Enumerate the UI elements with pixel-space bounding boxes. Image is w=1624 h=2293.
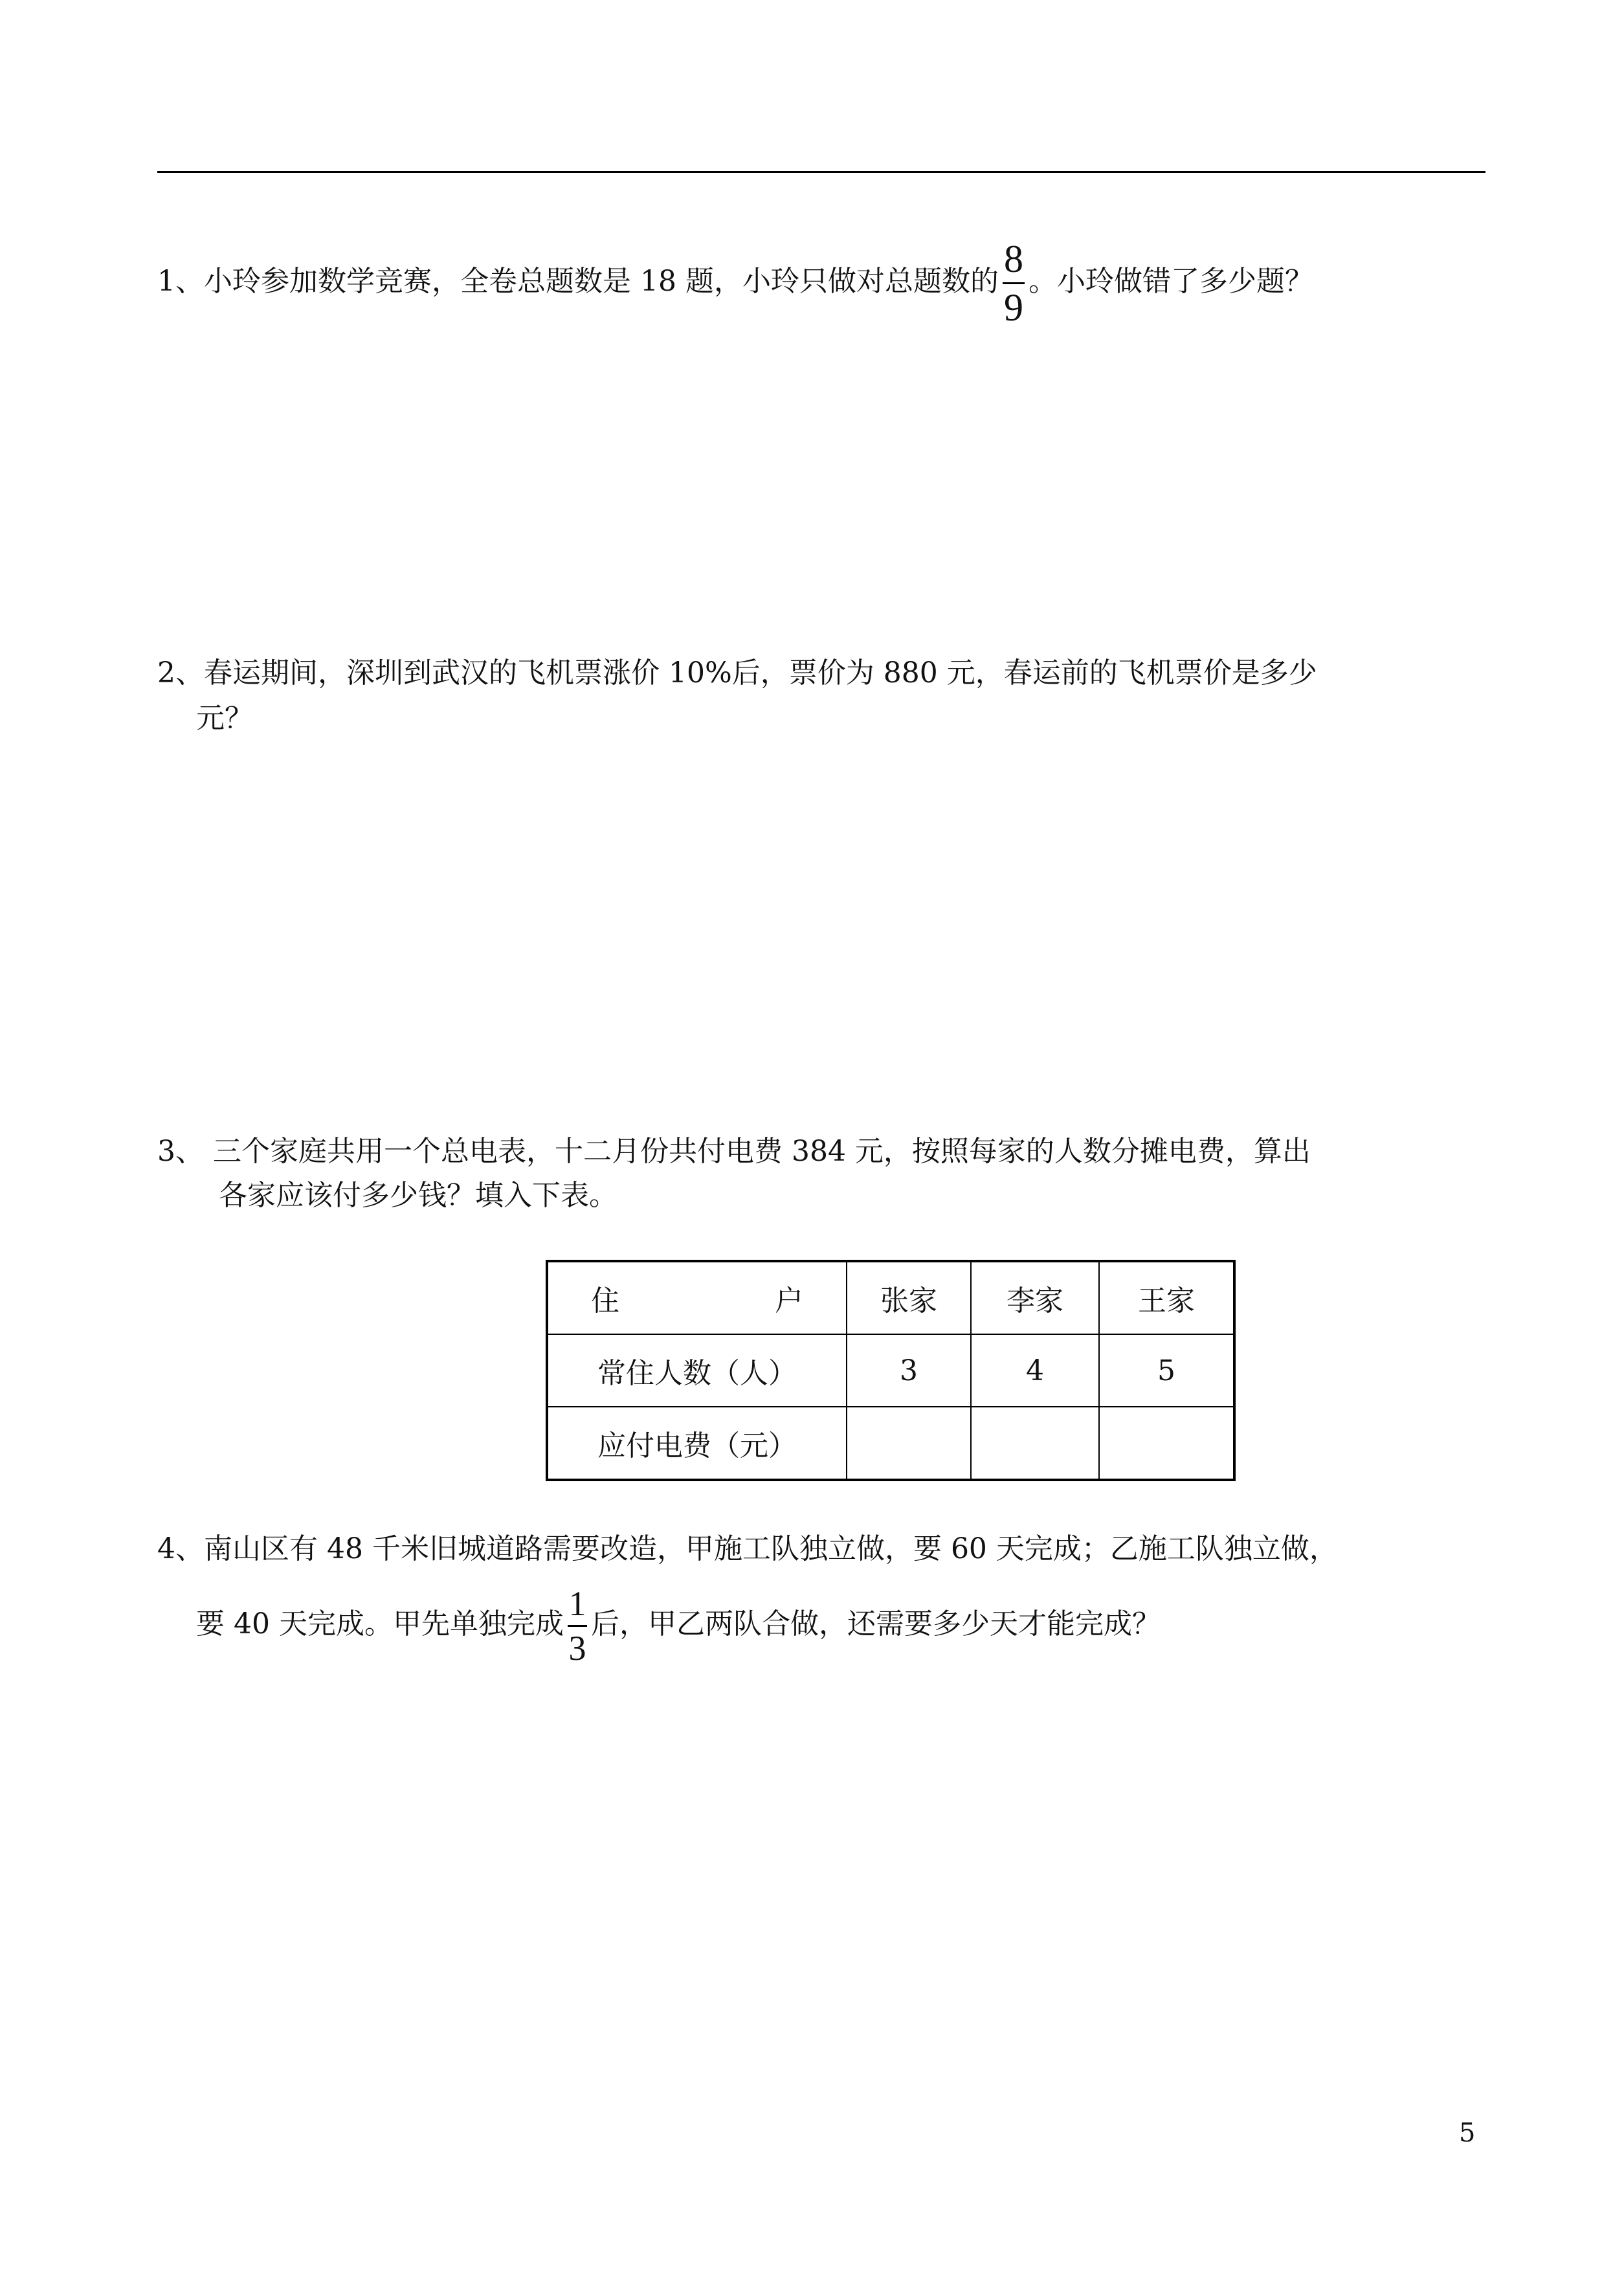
- fraction-bar: [1003, 282, 1025, 284]
- table-cell: 5: [1099, 1334, 1234, 1407]
- fraction-denominator: 3: [568, 1629, 586, 1668]
- table-header-household: 住 户: [547, 1261, 847, 1334]
- question-3-line-1: 3、 三个家庭共用一个总电表，十二月份共付电费 384 元，按照每家的人数分摊电费，算出: [157, 1135, 1311, 1168]
- question-1: [157, 240, 1313, 327]
- table-row-label: 常住人数（人）: [547, 1334, 847, 1407]
- page-number: 5: [1459, 2118, 1476, 2148]
- question-4-text-end: 后，甲乙两队合做，还需要多少天才能完成？: [590, 1607, 1161, 1640]
- fraction-numerator: 1: [568, 1584, 586, 1623]
- question-1-text-end: 。小玲做错了多少题？: [1028, 265, 1313, 298]
- table-row: [547, 1261, 1234, 1334]
- question-2-line-1: 2、春运期间，深圳到武汉的飞机票涨价 10%后，票价为 880 元，春运前的飞机票价是多少: [157, 656, 1317, 689]
- table-answer-cell: [971, 1407, 1099, 1480]
- question-4-line-2: [196, 1586, 1161, 1666]
- fraction-8-9: [1003, 240, 1025, 327]
- question-2-line-2: 元？: [196, 702, 253, 735]
- table-header-family: 张家: [847, 1261, 971, 1334]
- question-1-text: 1、小玲参加数学竞赛，全卷总题数是 18 题，小玲只做对总题数的: [157, 265, 999, 298]
- table-cell: 3: [847, 1334, 971, 1407]
- question-4-text: 要 40 天完成。甲先单独完成: [196, 1607, 564, 1640]
- table-answer-cell: [1099, 1407, 1234, 1480]
- question-4-line-1: 4、南山区有 48 千米旧城道路需要改造，甲施工队独立做，要 60 天完成；乙施工队独立做，: [157, 1532, 1338, 1565]
- table-header-family: 李家: [971, 1261, 1099, 1334]
- table-cell: 4: [971, 1334, 1099, 1407]
- electricity-fee-table: [546, 1260, 1236, 1481]
- fraction-bar: [568, 1625, 587, 1627]
- fraction-numerator: 8: [1003, 238, 1023, 280]
- question-3-line-2: 各家应该付多少钱？填入下表。: [219, 1179, 617, 1212]
- table-header-family: 王家: [1099, 1261, 1234, 1334]
- table-row: [547, 1407, 1234, 1480]
- header-rule: [157, 171, 1485, 173]
- table-row: [547, 1334, 1234, 1407]
- table-row-label: 应付电费（元）: [547, 1407, 847, 1480]
- fraction-1-3: [568, 1586, 587, 1666]
- table-answer-cell: [847, 1407, 971, 1480]
- fraction-denominator: 9: [1003, 286, 1023, 329]
